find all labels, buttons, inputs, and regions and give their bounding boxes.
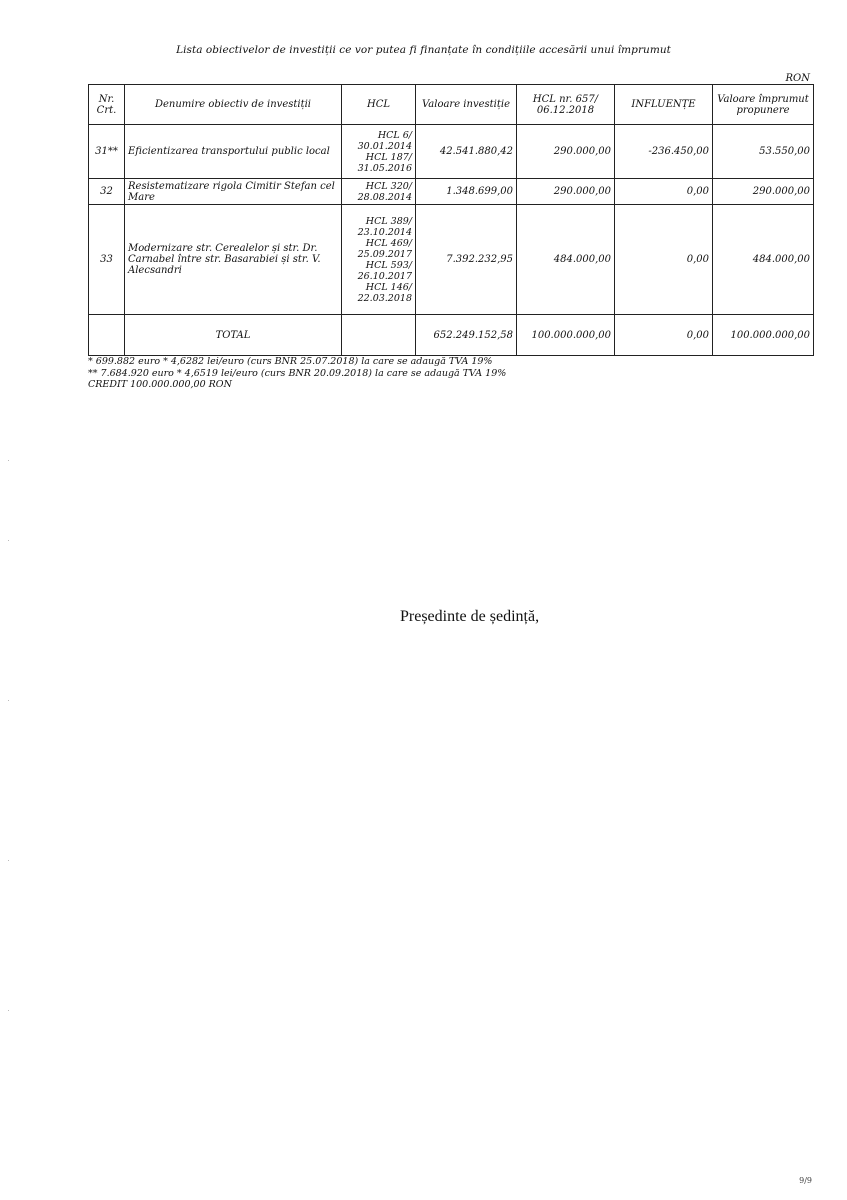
header-influente: INFLUENȚE bbox=[615, 85, 713, 125]
total-hcl-nr: 100.000.000,00 bbox=[517, 315, 615, 356]
row-hcl: HCL 320/ 28.08.2014 bbox=[342, 179, 416, 205]
total-influente: 0,00 bbox=[615, 315, 713, 356]
investments-table bbox=[88, 84, 814, 356]
scan-speck bbox=[8, 1010, 9, 1011]
table-row bbox=[89, 125, 814, 179]
row-imprumut: 290.000,00 bbox=[713, 179, 814, 205]
row-imprumut: 484.000,00 bbox=[713, 205, 814, 315]
currency-label: RON bbox=[785, 73, 810, 84]
row-hcl-nr: 290.000,00 bbox=[517, 125, 615, 179]
header-valoare: Valoare investiție bbox=[416, 85, 517, 125]
header-imprumut: Valoare împrumut propunere bbox=[713, 85, 814, 125]
row-valoare: 42.541.880,42 bbox=[416, 125, 517, 179]
total-row bbox=[89, 315, 814, 356]
row-denumire: Resistematizare rigola Cimitir Stefan cel Mare bbox=[125, 179, 342, 205]
footnote-2: ** 7.684.920 euro * 4,6519 lei/euro (curs BNR 20.09.2018) la care se adaugă TVA 19% bbox=[88, 367, 507, 379]
scan-speck bbox=[8, 700, 9, 701]
total-imprumut: 100.000.000,00 bbox=[713, 315, 814, 356]
row-influente: 0,00 bbox=[615, 179, 713, 205]
scan-speck bbox=[8, 860, 9, 861]
row-hcl: HCL 389/ 23.10.2014 HCL 469/ 25.09.2017 HCL 593/ 26.10.2017 HCL 146/ 22.03.2018 bbox=[342, 205, 416, 315]
row-nr: 33 bbox=[89, 205, 125, 315]
total-nr-empty bbox=[89, 315, 125, 356]
header-denumire: Denumire obiectiv de investiții bbox=[125, 85, 342, 125]
header-hcl-nr: HCL nr. 657/ 06.12.2018 bbox=[517, 85, 615, 125]
row-denumire: Modernizare str. Cerealelor și str. Dr. Carnabel între str. Basarabiei și str. V. Alecsandri bbox=[125, 205, 342, 315]
table-row bbox=[89, 205, 814, 315]
scan-speck bbox=[8, 540, 9, 541]
row-denumire: Eficientizarea transportului public local bbox=[125, 125, 342, 179]
credit-note: CREDIT 100.000.000,00 RON bbox=[88, 379, 232, 390]
row-imprumut: 53.550,00 bbox=[713, 125, 814, 179]
total-label: TOTAL bbox=[125, 315, 342, 356]
document-title: Lista obiectivelor de investiții ce vor putea fi finanțate în condițiile accesării unui împrumut bbox=[176, 44, 671, 56]
row-hcl: HCL 6/ 30.01.2014 HCL 187/ 31.05.2016 bbox=[342, 125, 416, 179]
row-influente: -236.450,00 bbox=[615, 125, 713, 179]
footnotes bbox=[88, 356, 506, 391]
total-valoare: 652.249.152,58 bbox=[416, 315, 517, 356]
row-valoare: 1.348.699,00 bbox=[416, 179, 517, 205]
header-nr: Nr. Crt. bbox=[89, 85, 125, 125]
row-nr: 31** bbox=[89, 125, 125, 179]
row-nr: 32 bbox=[89, 179, 125, 205]
row-influente: 0,00 bbox=[615, 205, 713, 315]
table-header-row bbox=[89, 85, 814, 125]
row-hcl-nr: 484.000,00 bbox=[517, 205, 615, 315]
signature-label: Președinte de ședință, bbox=[400, 608, 540, 625]
table-row bbox=[89, 179, 814, 205]
row-valoare: 7.392.232,95 bbox=[416, 205, 517, 315]
footnote-1: * 699.882 euro * 4,6282 lei/euro (curs BNR 25.07.2018) la care se adaugă TVA 19% bbox=[88, 356, 493, 367]
row-hcl-nr: 290.000,00 bbox=[517, 179, 615, 205]
header-hcl: HCL bbox=[342, 85, 416, 125]
total-hcl-empty bbox=[342, 315, 416, 356]
page-mark: 9/9 bbox=[799, 1176, 812, 1185]
scan-speck bbox=[8, 460, 9, 461]
